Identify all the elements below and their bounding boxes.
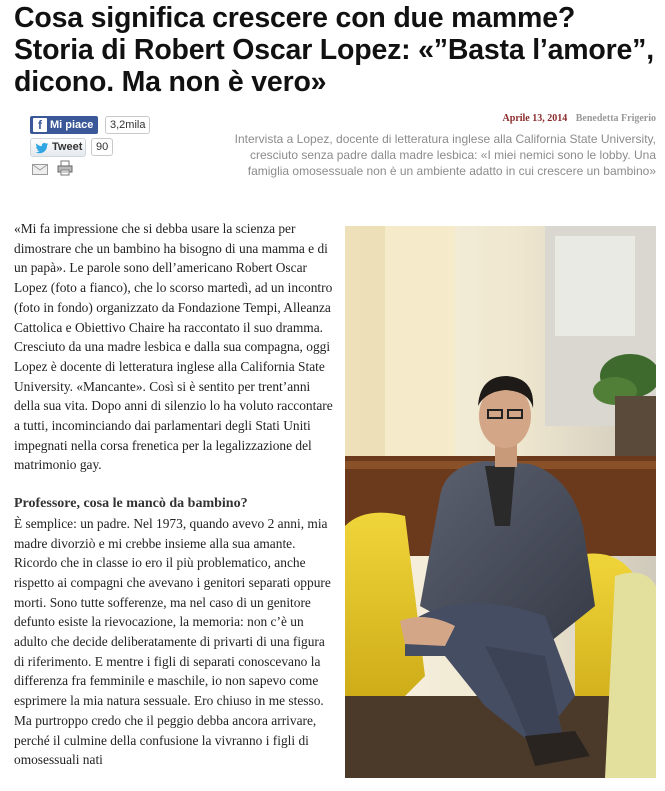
interview-question: Professore, cosa le mancò da bambino? <box>14 496 248 512</box>
facebook-like-count: 3,2mila <box>105 116 150 134</box>
tweet-button[interactable] <box>30 138 86 157</box>
tweet-count: 90 <box>91 138 113 156</box>
email-icon[interactable] <box>32 164 48 175</box>
facebook-icon: f <box>33 118 47 132</box>
article-body <box>14 219 338 789</box>
article-meta <box>503 113 656 124</box>
twitter-icon <box>35 141 49 155</box>
article-summary: Intervista a Lopez, docente di letteratura inglese alla California State University, cresciuto senza padre dalla madre lesbica: «I miei nemici sono le lobby. Una famiglia omosessuale non è un ambiente adatto in cui crescere un bambino» <box>234 132 656 178</box>
article-author[interactable]: Benedetta Frigerio <box>575 113 656 124</box>
article-date: Aprile 13, 2014 <box>502 113 568 124</box>
tweet-label: Tweet <box>52 141 83 153</box>
facebook-like-label: Mi piace <box>50 119 94 131</box>
body-paragraph: «Mi fa impressione che si debba usare la scienza per dimostrare che un bambino ha bisogno di una mamma e di un papà». Le parole sono dell’americano Robert Oscar Lopez (foto a fianco), che lo scorso martedì, ad un incontro (foto in fondo) organizzato da Fondazione Tempi, Alleanza Cattolica e Obiettivo Chaire ha raccontato il suo dramma. Cresciuto da una madre lesbica e dalla sua compagna, oggi Lopez è docente di letteratura inglese alla California State University. «Mancante». Così si è sentito per trent’anni della sua vita. Dopo anni di silenzio lo ha voluto raccontare a tutti, incominciando dai parlamentari degli Stati Uniti impegnati nella corsa frenetica per la legalizzazione del matrimonio gay. <box>14 221 333 473</box>
body-paragraph: È semplice: un padre. Nel 1973, quando avevo 2 anni, mia madre divorziò e mi crebbe insieme alla sua amante. Ricordo che in classe io ero il più problematico, anche rispetto ai compagni che avevano i genitori separati oppure morti. Sono tutte sofferenze, ma nel caso di un genitore defunto esiste la rievocazione, la memoria: non c’è un adulto che decide deliberatamente di privarti di una figura di riferimento. E mentre i figli di separati conoscevano la differenza fra femminile e maschile, io non sapevo come esprimere la mia natura sessuale. Ero chiuso in me stesso. Ma purtroppo credo che il peggio debba ancora arrivare, perché il culmine della confusione la vivranno i figli di omosessuali nati <box>14 515 331 768</box>
article-photo <box>345 226 656 778</box>
article-title: Cosa significa crescere con due mamme? Storia di Robert Oscar Lopez: «”Basta l’amore”, dicono. Ma non è vero» <box>14 2 654 98</box>
print-icon[interactable] <box>57 160 73 176</box>
facebook-like-button[interactable] <box>30 116 98 134</box>
